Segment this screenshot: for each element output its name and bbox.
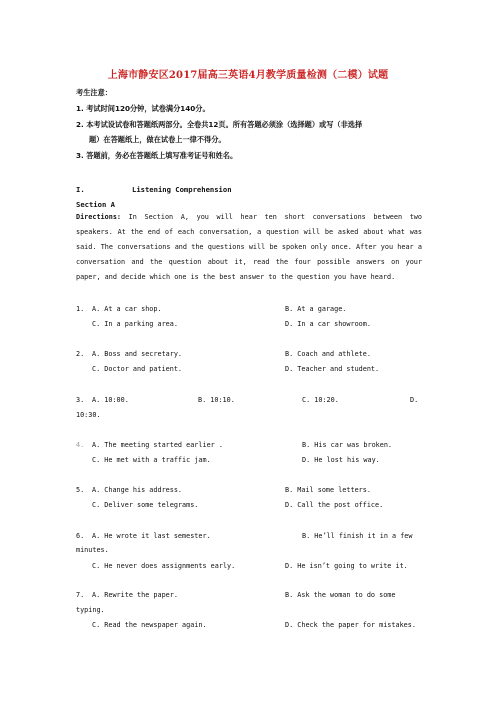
part-numeral: I. xyxy=(76,185,85,194)
part-heading: Listening Comprehension xyxy=(132,185,232,194)
option-a: A. He wrote it last semester. xyxy=(92,532,211,540)
directions-text: In Section A, you will hear ten short conversations between two speakers. At the end of each conversation, a question will be asked about what was said. The conversations and the questions will be spoken only once. After you hear a conversation and the question about it, read the four possible answers on your paper, and decide which one is the best answer to the question you have heard. xyxy=(76,213,422,281)
option-b: B. He’ll finish it in a few xyxy=(302,532,413,540)
option-b-wrap: minutes. xyxy=(76,546,109,554)
option-d: D. Teacher and student. xyxy=(285,365,380,373)
option-d: D. He lost his way. xyxy=(302,456,380,464)
question-number: 1. xyxy=(76,305,85,313)
option-a: A. At a car shop. xyxy=(92,305,162,313)
option-c: C. Doctor and patient. xyxy=(92,365,183,373)
notice-heading: 考生注意： xyxy=(76,88,112,97)
option-b: B. Mail some letters. xyxy=(285,486,371,494)
option-b: B. Coach and athlete. xyxy=(285,350,371,358)
option-c: C. Read the newspaper again. xyxy=(92,621,207,629)
question-number: 5. xyxy=(76,486,85,494)
notice-item-2-cont: 题）在答题纸上，做在试卷上一律不得分。 xyxy=(89,135,226,144)
option-c: C. Deliver some telegrams. xyxy=(92,501,199,509)
section-heading: Section A xyxy=(76,200,115,209)
option-c: C. 10:20. xyxy=(302,396,339,404)
option-d: D. Call the post office. xyxy=(285,501,384,509)
question-number: 6. xyxy=(76,532,85,540)
option-a: A. The meeting started earlier . xyxy=(92,441,223,449)
notice-item-1: 1. 考试时间120分钟，试卷满分140分。 xyxy=(76,104,210,113)
option-c: C. He met with a traffic jam. xyxy=(92,456,211,464)
option-a: A. Rewrite the paper. xyxy=(92,591,178,599)
option-b: B. 10:10. xyxy=(198,396,235,404)
option-d: D. He isn’t going to write it. xyxy=(285,562,408,570)
option-d: D. Check the paper for mistakes. xyxy=(285,621,416,629)
option-a: A. 10:00. xyxy=(92,396,129,404)
option-b: B. At a garage. xyxy=(285,305,347,313)
option-d-wrap: 10:30. xyxy=(76,411,101,419)
option-c: C. He never does assignments early. xyxy=(92,562,236,570)
exam-title: 上海市静安区2017届高三英语4月教学质量检测（二模）试题 xyxy=(107,70,389,81)
option-b: B. His car was broken. xyxy=(302,441,393,449)
option-b: B. Ask the woman to do some xyxy=(285,591,396,599)
option-b-wrap: typing. xyxy=(76,606,105,614)
option-c: C. In a parking area. xyxy=(92,320,178,328)
directions-label: Directions: xyxy=(76,213,122,221)
option-a: A. Boss and secretary. xyxy=(92,350,183,358)
directions-paragraph xyxy=(76,210,422,285)
question-number: 4. xyxy=(76,441,85,449)
question-number: 7. xyxy=(76,591,85,599)
option-a: A. Change his address. xyxy=(92,486,183,494)
question-number: 2. xyxy=(76,350,85,358)
notice-item-3: 3. 答题前，务必在答题纸上填写准考证号和姓名。 xyxy=(76,151,238,160)
option-d: D. In a car showroom. xyxy=(285,320,371,328)
notice-item-2: 2. 本考试设试卷和答题纸两部分。全卷共12页。所有答题必须涂（选择题）或写（非选择 xyxy=(76,120,363,129)
option-d: D. xyxy=(410,396,419,404)
question-number: 3. xyxy=(76,396,85,404)
